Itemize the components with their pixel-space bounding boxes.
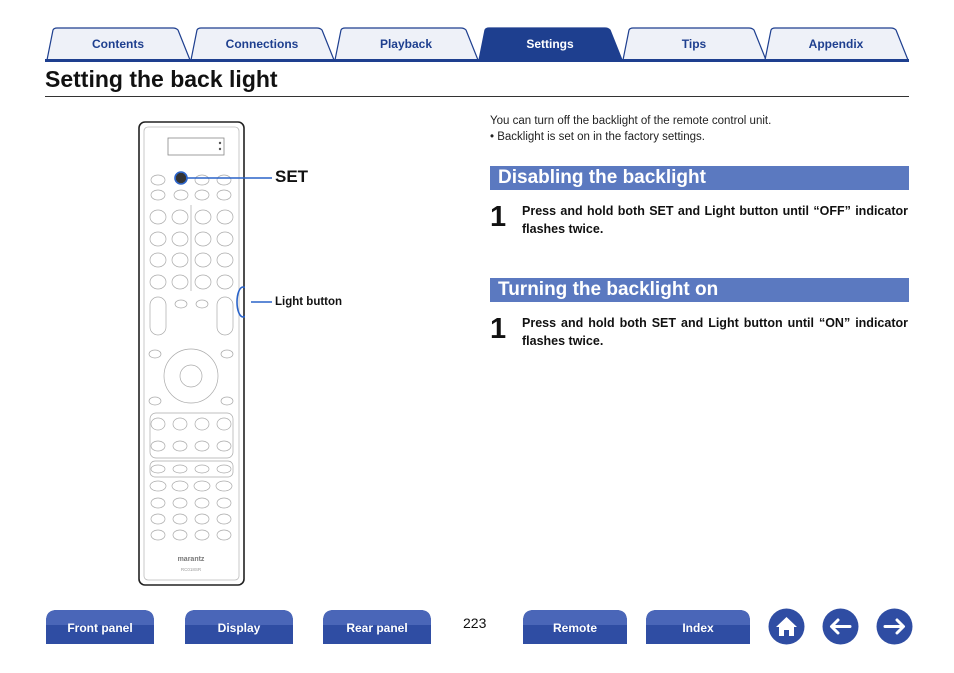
- intro-note: • Backlight is set on in the factory settings.: [490, 131, 705, 143]
- step-number: 1: [490, 201, 507, 233]
- forward-button[interactable]: [876, 608, 913, 645]
- nav-label: Index: [682, 621, 714, 635]
- remote-model: RC018SR: [180, 567, 202, 572]
- tab-label: Tips: [681, 37, 707, 51]
- arrow-left-icon: [822, 608, 859, 645]
- nav-display-button[interactable]: [184, 609, 294, 645]
- remote-brand: marantz: [177, 556, 205, 563]
- back-button[interactable]: [822, 608, 859, 645]
- arrow-right-icon: [876, 608, 913, 645]
- nav-front-panel-button[interactable]: [45, 609, 155, 645]
- tab-label: Appendix: [808, 37, 864, 51]
- page-number: 223: [463, 615, 487, 631]
- callout-light-button: Light button: [275, 296, 343, 308]
- title-divider: [45, 96, 909, 97]
- home-icon: [768, 608, 805, 645]
- step-number: 1: [490, 313, 507, 345]
- callout-set: SET: [275, 167, 309, 186]
- nav-remote-button[interactable]: [522, 609, 628, 645]
- step-text: Press and hold both SET and Light button until “OFF” indicator flashes twice.: [522, 204, 908, 236]
- intro-line: You can turn off the backlight of the remote control unit.: [490, 115, 772, 127]
- intro-text: [490, 113, 771, 145]
- nav-index-button[interactable]: [645, 609, 751, 645]
- nav-label: Front panel: [67, 621, 133, 635]
- tab-contents[interactable]: [45, 27, 191, 60]
- section-heading-enable: Turning the backlight on: [490, 278, 909, 302]
- tab-playback[interactable]: [333, 27, 479, 60]
- nav-label: Remote: [552, 621, 597, 635]
- tab-label: Contents: [92, 37, 144, 51]
- tab-underline: [45, 59, 909, 62]
- tab-appendix[interactable]: [763, 27, 909, 60]
- nav-label: Rear panel: [346, 621, 408, 635]
- tab-label: Settings: [526, 37, 574, 51]
- tab-label: Playback: [379, 37, 433, 51]
- tab-connections[interactable]: [189, 27, 335, 60]
- chapter-tabs: [45, 27, 909, 61]
- tab-tips[interactable]: [621, 27, 767, 60]
- home-button[interactable]: [768, 608, 805, 645]
- nav-rear-panel-button[interactable]: [322, 609, 432, 645]
- callout-lines: [170, 160, 280, 320]
- step-text: Press and hold both SET and Light button until “ON” indicator flashes twice.: [522, 316, 908, 348]
- section-heading-disable: Disabling the backlight: [490, 166, 909, 190]
- nav-label: Display: [217, 621, 261, 635]
- page-title: Setting the back light: [45, 66, 278, 92]
- tab-label: Connections: [225, 37, 299, 51]
- tab-settings[interactable]: [477, 27, 623, 60]
